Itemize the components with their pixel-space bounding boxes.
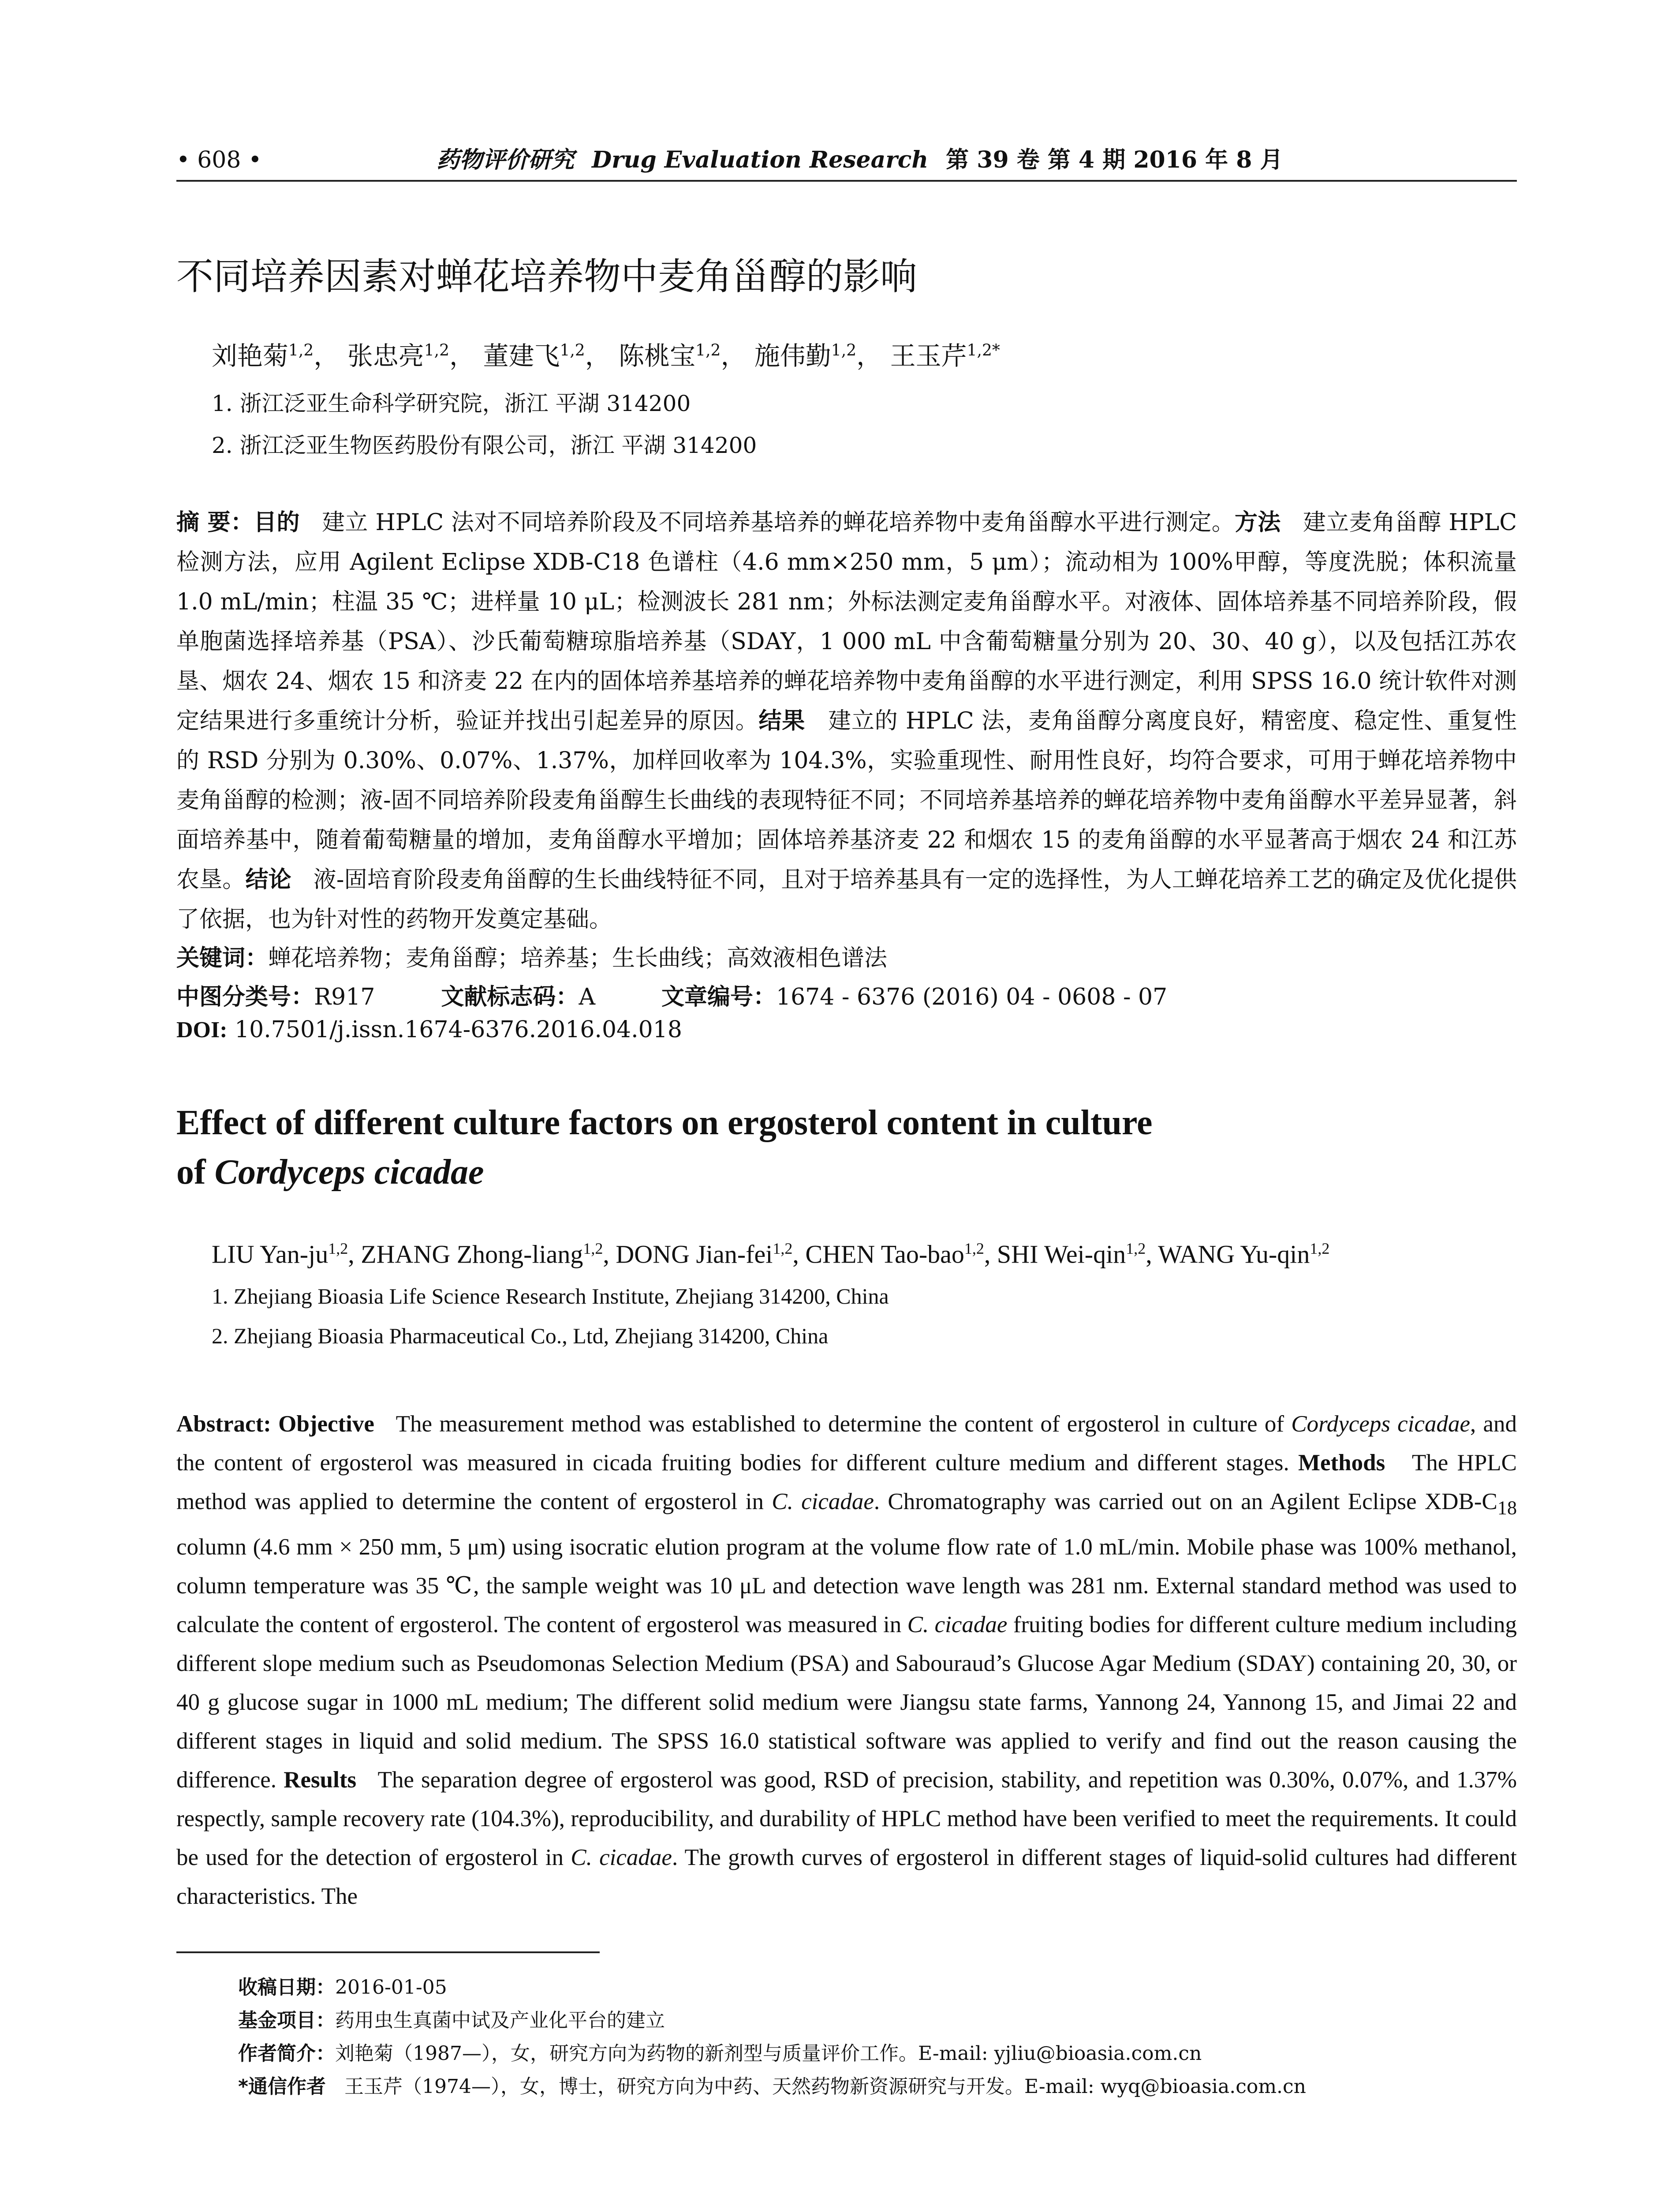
doi-link[interactable]: 10.7501/j.issn.1674-6376.2016.04.018	[235, 1017, 682, 1043]
author-name: 董建飞	[483, 341, 560, 371]
author-name: 张忠亮	[347, 341, 424, 371]
chinese-authors: 刘艳菊$^{1,2}$， 张忠亮$^{1,2}$， 董建飞$^{1,2}$， 陈桃宝$^{1,2}$， 施伟勤$^{1,2}$， 王玉芹$^{1,2*}$	[212, 341, 1000, 371]
doi-line: DOI: 10.7501/j.issn.1674-6376.2016.04.018	[176, 1017, 682, 1043]
author-name: 施伟勤	[754, 341, 831, 371]
footnote-corresponding: *通信作者 王玉芹（1974—），女，博士，研究方向为中药、天然药物新资源研究与开发。E-mail: wyq@bioasia.com.cn	[238, 2075, 1307, 2098]
journal-name-cn: 药物评价研究	[437, 146, 575, 173]
journal-info	[437, 140, 1283, 180]
author-name: LIU Yan-ju	[212, 1240, 329, 1269]
english-affiliation-1: 1. Zhejiang Bioasia Life Science Research Institute, Zhejiang 314200, China	[212, 1284, 889, 1308]
objective-label: 目的	[254, 509, 300, 536]
author-name: ZHANG Zhong-liang	[361, 1240, 583, 1269]
methods-label: 方法	[1235, 509, 1281, 536]
chinese-title: 不同培养因素对蝉花培养物中麦角甾醇的影响	[176, 255, 918, 298]
abstract-label: 摘 要：	[176, 509, 254, 536]
author-name: CHEN Tao-bao	[805, 1240, 964, 1269]
abstract-label: Abstract: Objective	[176, 1411, 374, 1437]
english-authors: LIU Yan-ju$^{1,2}$, ZHANG Zhong-liang$^{1,2}$, DONG Jian-fei$^{1,2}$, CHEN Tao-bao$^{1,2}$, SHI Wei-qin$^{1,2}$, WANG Yu-qin$^{1,2}$	[212, 1240, 1330, 1269]
chinese-affiliation-2: 2. 浙江泛亚生物医药股份有限公司，浙江 平湖 314200	[212, 433, 757, 458]
english-abstract: Abstract: Objective The measurement method was established to determine the content of ergosterol in culture of Cordyceps cicadae, and the content of ergosterol was measured in cicada fruiting bodies for different culture medium and different stages. Methods The HPLC method was applied to determine the content of ergosterol in C. cicadae. Chromatography was carried out on an Agilent Eclipse XDB-$C_{18}$ column (4.6 mm × 250 mm, 5 μm) using isocratic elution program at the volume flow rate of 1.0 mL/min. Mobile phase was 100% methanol, column temperature was 35 ℃, the sample weight was 10 μL and detection wave length was 281 nm. External standard method was used to calculate the content of ergosterol. The content of ergosterol was measured in C. cicadae fruiting bodies for different culture medium including different slope medium such as Pseudomonas Selection Medium (PSA) and Sabouraud’s Glucose Agar Medium (SDAY) containing 20, 30, or 40 g glucose sugar in 1000 mL medium; The different solid medium were Jiangsu state farms, Yannong 24, Yannong 15, and Jimai 22 and different stages in liquid and solid medium. The SPSS 16.0 statistical software was applied to verify and find out the reason causing the difference. Results The separation degree of ergosterol was good, RSD of precision, stability, and repetition was 0.30%, 0.07%, and 1.37% respectly, sample recovery rate (104.3%), reproducibility, and durability of HPLC method have been verified to meet the requirements. It could be used for the detection of ergosterol in C. cicadae. The growth curves of ergosterol in different stages of liquid-solid cultures had different characteristics. The	[176, 1411, 1517, 1909]
author-name: 王玉芹	[890, 341, 967, 371]
author-name: 陈桃宝	[619, 341, 696, 371]
methods-label: Methods	[1298, 1450, 1385, 1476]
author-name: WANG Yu-qin	[1158, 1240, 1310, 1269]
author-name: 刘艳菊	[212, 341, 289, 371]
journal-name-en: Drug Evaluation Research	[592, 146, 929, 173]
classification-line: 中图分类号：R917 文献标志码：A 文章编号：1674 - 6376 (2016) 04 - 0608 - 07	[176, 984, 1168, 1010]
footnote-funding: 基金项目：药用虫生真菌中试及产业化平台的建立	[238, 2009, 665, 2032]
issue-info: 第 39 卷 第 4 期 2016 年 8 月	[946, 146, 1283, 173]
english-title: Effect of different culture factors on ergosterol content in culture of Cordyceps cicadae	[176, 1103, 1153, 1192]
results-label: 结果	[758, 708, 806, 734]
author-name: SHI Wei-qin	[997, 1240, 1126, 1269]
chinese-abstract: 摘 要：目的 建立 HPLC 法对不同培养阶段及不同培养基培养的蝉花培养物中麦角甾醇水平进行测定。方法 建立麦角甾醇 HPLC 检测方法，应用 Agilent Eclipse XDB-C18 色谱柱（4.6 mm×250 mm，5 μm）；流动相为 100%甲醇，等度洗脱；体积流量 1.0 mL/min；柱温 35 ℃；进样量 10 μL；检测波长 281 nm；外标法测定麦角甾醇水平。对液体、固体培养基不同培养阶段，假单胞菌选择培养基（PSA）、沙氏葡萄糖琼脂培养基（SDAY，1 000 mL 中含葡萄糖量分别为 20、30、40 g），以及包括江苏农垦、烟农 24、烟农 15 和济麦 22 在内的固体培养基培养的蝉花培养物中麦角甾醇的水平进行测定，利用 SPSS 16.0 统计软件对测定结果进行多重统计分析，验证并找出引起差异的原因。结果 建立的 HPLC 法，麦角甾醇分离度良好，精密度、稳定性、重复性的 RSD 分别为 0.30%、0.07%、1.37%，加样回收率为 104.3%，实验重现性、耐用性良好，均符合要求，可用于蝉花培养物中麦角甾醇的检测；液-固不同培养阶段麦角甾醇生长曲线的表现特征不同；不同培养基培养的蝉花培养物中麦角甾醇水平差异显著，斜面培养基中，随着葡萄糖量的增加，麦角甾醇水平增加；固体培养基济麦 22 和烟农 15 的麦角甾醇的水平显著高于烟农 24 和江苏农垦。结论 液-固培育阶段麦角甾醇的生长曲线特征不同，且对于培养基具有一定的选择性，为人工蝉花培养工艺的确定及优化提供了依据，也为针对性的药物开发奠定基础。	[176, 509, 1517, 933]
english-affiliation-2: 2. Zhejiang Bioasia Pharmaceutical Co., Ltd, Zhejiang 314200, China	[212, 1323, 829, 1348]
chinese-affiliation-1: 1. 浙江泛亚生命科学研究院，浙江 平湖 314200	[212, 391, 691, 416]
keywords: 关键词：蝉花培养物；麦角甾醇；培养基；生长曲线；高效液相色谱法	[176, 945, 888, 972]
results-label: Results	[284, 1767, 357, 1793]
footnote-author-bio: 作者简介：刘艳菊（1987—），女，研究方向为药物的新剂型与质量评价工作。E-mail: yjliu@bioasia.com.cn	[238, 2042, 1202, 2065]
page-number: • 608 •	[176, 147, 262, 173]
running-header	[176, 140, 1517, 182]
conclusion-label: 结论	[245, 867, 291, 893]
author-name: DONG Jian-fei	[616, 1240, 773, 1269]
footnote-received: 收稿日期：2016-01-05	[238, 1976, 447, 1999]
footnote-rule	[176, 1951, 600, 1953]
